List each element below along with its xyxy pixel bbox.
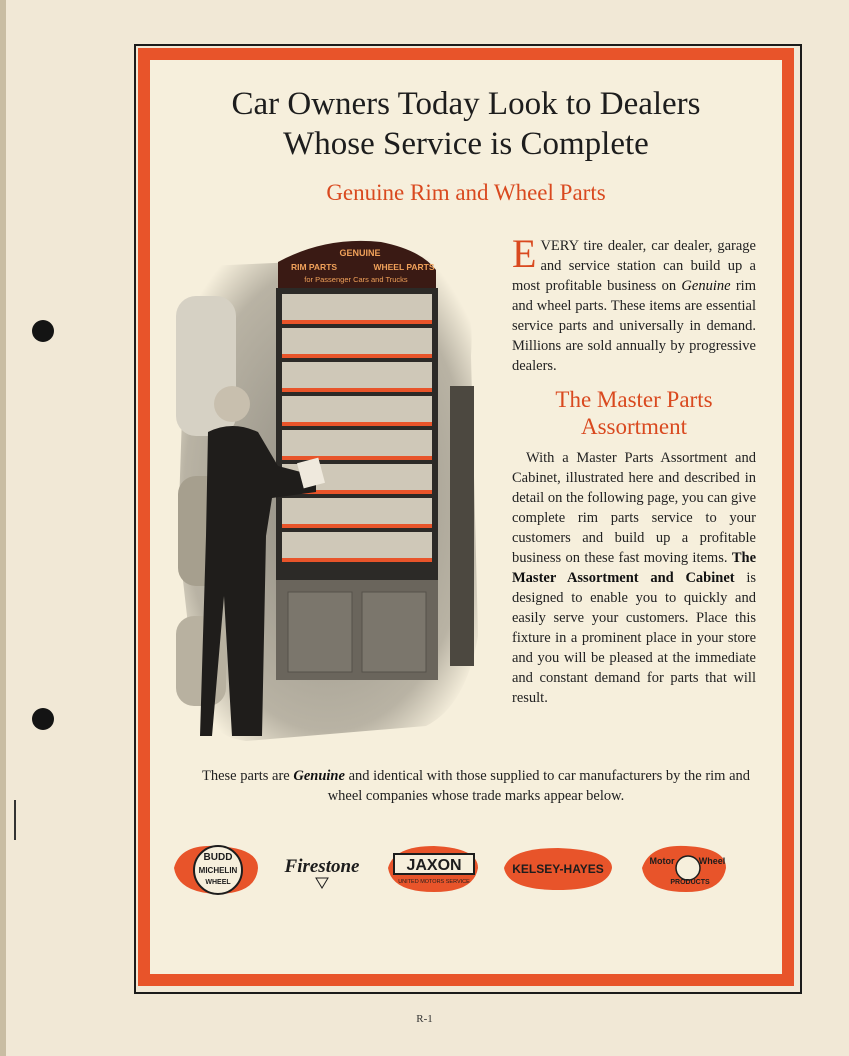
trademark-logos xyxy=(170,838,770,898)
margin-mark xyxy=(14,800,16,840)
section-heading-line-1: The Master Parts xyxy=(555,387,713,412)
cabinet-door-right xyxy=(362,592,426,672)
subtitle: Genuine Rim and Wheel Parts xyxy=(326,180,606,205)
section-text-b: is designed to enable you to quickly and easily serve your customers. Place this fixture in a prominent place in your store and you will be pleased at the immediate and constant demand for parts that will result. xyxy=(512,570,757,706)
title-line-1: Car Owners Today Look to Dealers xyxy=(231,86,701,122)
page-number: R-1 xyxy=(416,1013,433,1025)
motor-wheel-text-a: Motor xyxy=(649,856,675,866)
page-title xyxy=(150,84,782,164)
sign-wheel-parts: WHEEL PARTS xyxy=(373,262,435,272)
page-edge xyxy=(0,0,6,1056)
intro-text-b: rim and wheel parts. These items are essential service parts and universally in demand. Millions are sold annually by progressive dealers. xyxy=(512,278,756,374)
section-heading xyxy=(512,386,756,440)
cabinet-door-left xyxy=(288,592,352,672)
firestone-emblem xyxy=(316,878,328,888)
jaxon-text: JAXON xyxy=(406,857,462,874)
motor-wheel-logo xyxy=(636,838,732,898)
closing-paragraph xyxy=(196,766,756,806)
budd-text-top: BUDD xyxy=(203,852,233,863)
intro-text-a: VERY tire dealer, car dealer, garage and service station can build up a most profitable business on xyxy=(512,238,756,294)
sign-rim-parts: RIM PARTS xyxy=(290,262,338,272)
cabinet-photo xyxy=(166,236,486,746)
intro-emphasis: Genuine xyxy=(681,278,731,294)
closing-text-b: and identical with those supplied to car manufacturers by the rim and wheel companies whose trade marks appear below. xyxy=(327,768,751,804)
right-shelving xyxy=(450,386,474,666)
firestone-logo xyxy=(274,838,370,898)
section-heading-line-2: Assortment xyxy=(580,414,688,439)
binder-hole-bottom xyxy=(32,708,54,730)
motor-wheel-text-c: PRODUCTS xyxy=(670,879,710,886)
budd-text-mid: MICHELIN xyxy=(198,866,238,875)
budd-michelin-logo xyxy=(170,838,262,898)
section-paragraph xyxy=(512,448,756,708)
drop-cap: E xyxy=(512,231,537,276)
motor-wheel-emblem xyxy=(676,856,700,880)
section-text-a: With a Master Parts Assortment and Cabinet, illustrated here and described in detail on the following page, you can give complete rim parts service to your customers and build up a profitable business on these fast moving items. xyxy=(512,450,757,566)
jaxon-logo xyxy=(382,838,484,898)
man-head xyxy=(214,386,250,422)
title-line-2: Whose Service is Complete xyxy=(283,126,649,162)
firestone-text: Firestone xyxy=(284,856,360,877)
binder-hole-top xyxy=(32,320,54,342)
budd-text-bottom: WHEEL xyxy=(205,879,231,886)
closing-emphasis: Genuine xyxy=(293,768,345,784)
kelsey-text: KELSEY-HAYES xyxy=(512,862,604,876)
intro-paragraph xyxy=(512,231,756,376)
right-column xyxy=(512,231,757,708)
kelsey-hayes-logo xyxy=(500,838,616,898)
sign-genuine: GENUINE xyxy=(339,248,381,258)
section-bold: The Master Assortment and Cabinet xyxy=(512,550,756,586)
motor-wheel-text-b: Wheel xyxy=(698,856,726,866)
sign-subtitle: for Passenger Cars and Trucks xyxy=(304,275,408,284)
closing-text-a: These parts are xyxy=(201,768,294,784)
jaxon-subtext: UNITED MOTORS SERVICE xyxy=(398,879,470,885)
